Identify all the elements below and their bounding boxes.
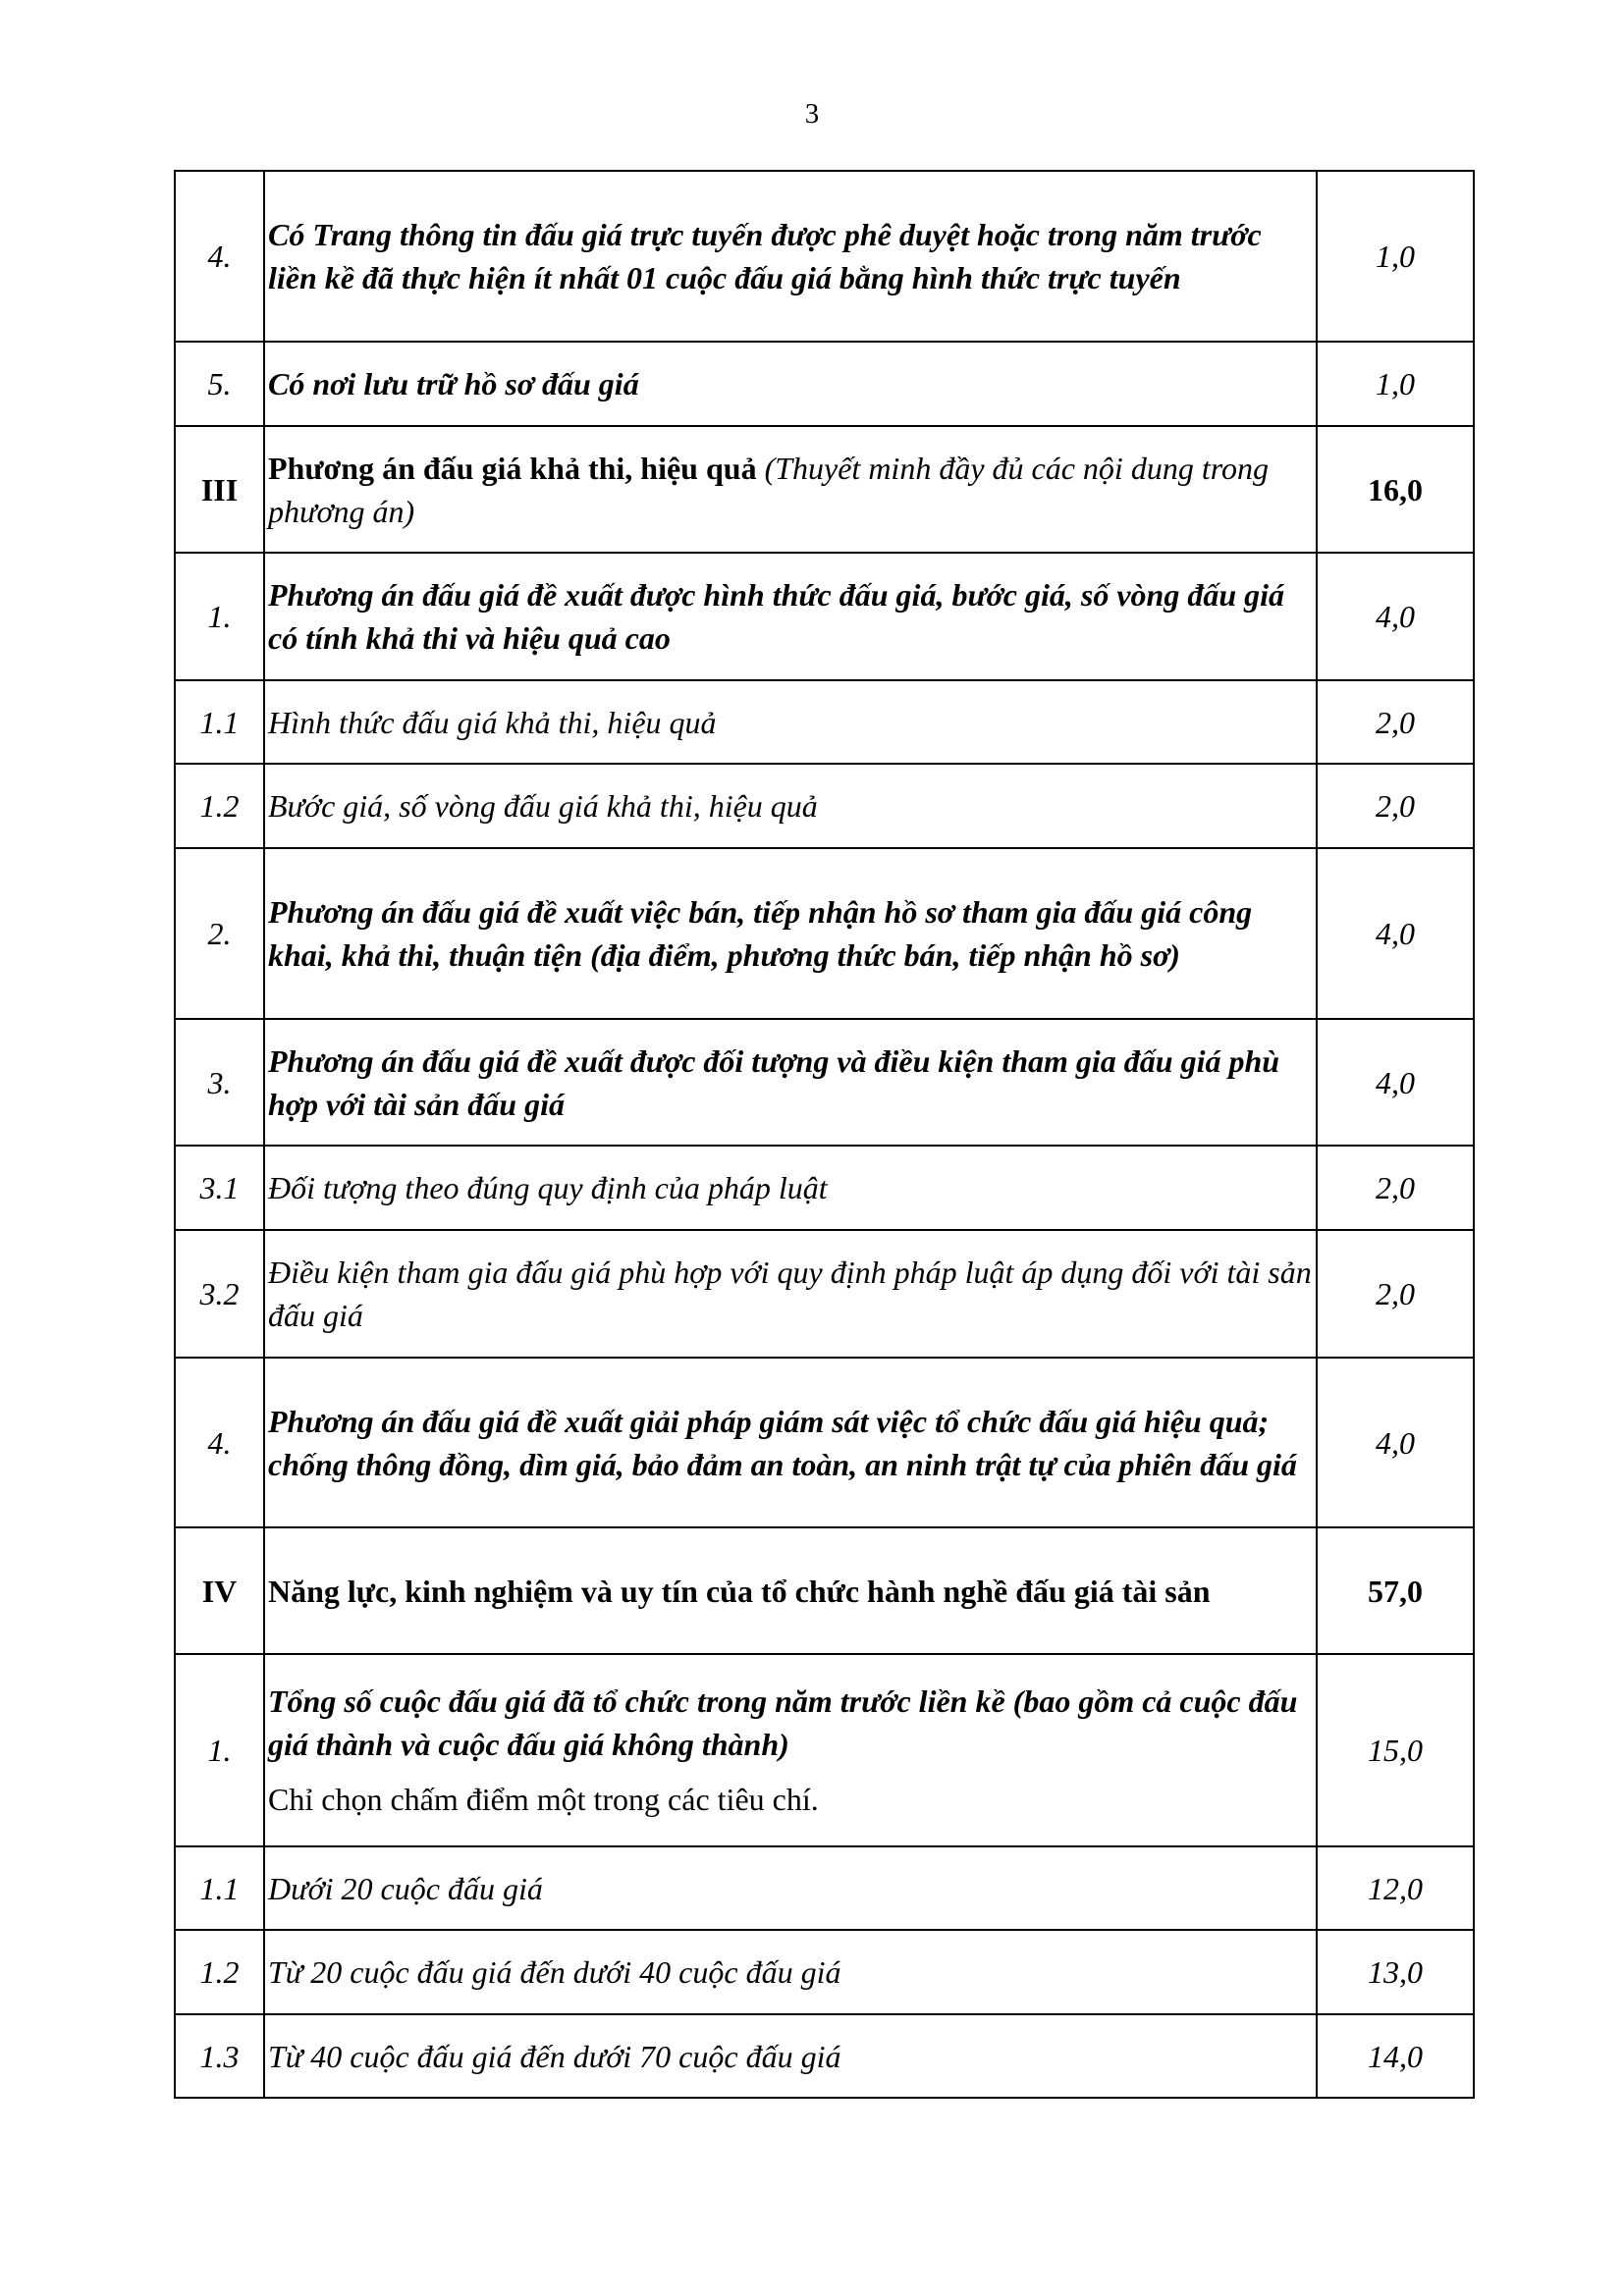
row-number: 1.1 bbox=[175, 680, 264, 764]
row-number: 1.1 bbox=[175, 1846, 264, 1930]
table-row bbox=[175, 426, 1474, 553]
row-score: 2,0 bbox=[1317, 764, 1474, 848]
row-content: Phương án đấu giá đề xuất được đối tượng và điều kiện tham gia đấu giá phù hợp với tài sản đấu giá bbox=[264, 1019, 1317, 1146]
row-score: 1,0 bbox=[1317, 342, 1474, 426]
row-score: 2,0 bbox=[1317, 1146, 1474, 1230]
row-content: Phương án đấu giá đề xuất được hình thức đấu giá, bước giá, số vòng đấu giá có tính khả thi và hiệu quả cao bbox=[264, 553, 1317, 680]
scoring-criteria-table bbox=[174, 170, 1475, 2099]
table-row bbox=[175, 1654, 1474, 1846]
row-number: 3. bbox=[175, 1019, 264, 1146]
table-row bbox=[175, 2014, 1474, 2098]
row-content: Có nơi lưu trữ hồ sơ đấu giá bbox=[264, 342, 1317, 426]
row-content: Điều kiện tham gia đấu giá phù hợp với quy định pháp luật áp dụng đối với tài sản đấu giá bbox=[264, 1230, 1317, 1358]
row-score: 12,0 bbox=[1317, 1846, 1474, 1930]
table-row bbox=[175, 342, 1474, 426]
row-number: 1.3 bbox=[175, 2014, 264, 2098]
table-row bbox=[175, 1527, 1474, 1654]
row-content: Từ 20 cuộc đấu giá đến dưới 40 cuộc đấu giá bbox=[264, 1930, 1317, 2014]
row-number: 1.2 bbox=[175, 764, 264, 848]
table-row bbox=[175, 171, 1474, 342]
table-row bbox=[175, 1146, 1474, 1230]
row-number: 3.1 bbox=[175, 1146, 264, 1230]
table-row bbox=[175, 1846, 1474, 1930]
row-content: Hình thức đấu giá khả thi, hiệu quả bbox=[264, 680, 1317, 764]
row-content: Bước giá, số vòng đấu giá khả thi, hiệu quả bbox=[264, 764, 1317, 848]
row-number: III bbox=[175, 426, 264, 553]
row-score: 4,0 bbox=[1317, 553, 1474, 680]
row-number: 2. bbox=[175, 848, 264, 1019]
row-score: 2,0 bbox=[1317, 680, 1474, 764]
row-number: 4. bbox=[175, 1358, 264, 1527]
row-number: 1.2 bbox=[175, 1930, 264, 2014]
row-score: 1,0 bbox=[1317, 171, 1474, 342]
row-number: 1. bbox=[175, 553, 264, 680]
table-row bbox=[175, 553, 1474, 680]
row-number: 3.2 bbox=[175, 1230, 264, 1358]
page-number: 3 bbox=[804, 98, 820, 130]
row-number: 5. bbox=[175, 342, 264, 426]
row-score: 15,0 bbox=[1317, 1654, 1474, 1846]
table-row bbox=[175, 1930, 1474, 2014]
row-score: 14,0 bbox=[1317, 2014, 1474, 2098]
row-score: 16,0 bbox=[1317, 426, 1474, 553]
row-number: IV bbox=[175, 1527, 264, 1654]
row-content bbox=[264, 1654, 1317, 1846]
row-content bbox=[264, 426, 1317, 553]
row-content: Từ 40 cuộc đấu giá đến dưới 70 cuộc đấu giá bbox=[264, 2014, 1317, 2098]
row-number: 1. bbox=[175, 1654, 264, 1846]
row-score: 4,0 bbox=[1317, 848, 1474, 1019]
row-content: Năng lực, kinh nghiệm và uy tín của tổ chức hành nghề đấu giá tài sản bbox=[264, 1527, 1317, 1654]
row-content: Phương án đấu giá đề xuất giải pháp giám sát việc tổ chức đấu giá hiệu quả; chống thông đồng, dìm giá, bảo đảm an toàn, an ninh trật tự của phiên đấu giá bbox=[264, 1358, 1317, 1527]
row-score: 4,0 bbox=[1317, 1358, 1474, 1527]
row-score: 2,0 bbox=[1317, 1230, 1474, 1358]
table-row bbox=[175, 1230, 1474, 1358]
row-score: 13,0 bbox=[1317, 1930, 1474, 2014]
row-content: Dưới 20 cuộc đấu giá bbox=[264, 1846, 1317, 1930]
table-row bbox=[175, 1019, 1474, 1146]
row-score: 57,0 bbox=[1317, 1527, 1474, 1654]
row-content-note: (Thuyết minh đầy đủ các nội dung trong phương án) bbox=[268, 450, 1269, 529]
row-score: 4,0 bbox=[1317, 1019, 1474, 1146]
table-row bbox=[175, 848, 1474, 1019]
table-row bbox=[175, 680, 1474, 764]
row-content-note: Chỉ chọn chấm điểm một trong các tiêu chí. bbox=[268, 1782, 819, 1817]
row-content-main: Phương án đấu giá khả thi, hiệu quả bbox=[268, 450, 757, 486]
row-number: 4. bbox=[175, 171, 264, 342]
row-content: Có Trang thông tin đấu giá trực tuyến được phê duyệt hoặc trong năm trước liền kề đã thực hiện ít nhất 01 cuộc đấu giá bằng hình thức trực tuyến bbox=[264, 171, 1317, 342]
table-row bbox=[175, 764, 1474, 848]
row-content: Đối tượng theo đúng quy định của pháp luật bbox=[264, 1146, 1317, 1230]
table-row bbox=[175, 1358, 1474, 1527]
row-content-main: Tổng số cuộc đấu giá đã tổ chức trong năm trước liền kề (bao gồm cả cuộc đấu giá thành và cuộc đấu giá không thành) bbox=[268, 1683, 1298, 1762]
row-content: Phương án đấu giá đề xuất việc bán, tiếp nhận hồ sơ tham gia đấu giá công khai, khả thi, thuận tiện (địa điểm, phương thức bán, tiếp nhận hồ sơ) bbox=[264, 848, 1317, 1019]
